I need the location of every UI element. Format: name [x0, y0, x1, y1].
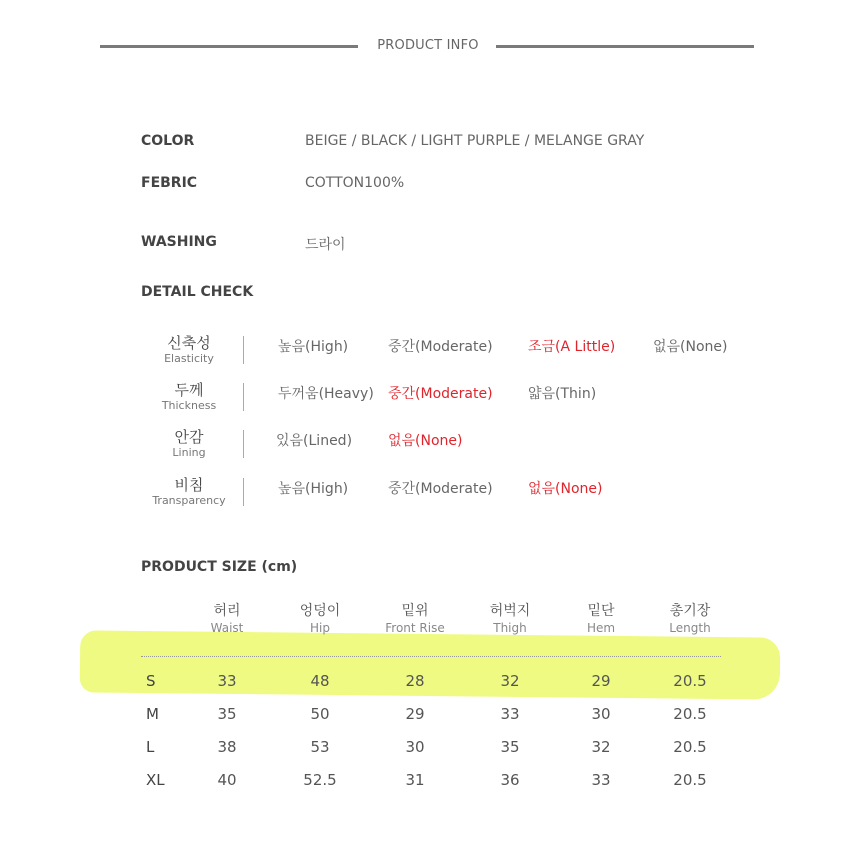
size-column-header — [270, 602, 370, 636]
detail-divider — [243, 478, 244, 506]
size-cell: 29 — [405, 705, 425, 723]
size-cell: 20.5 — [673, 738, 707, 756]
detail-option: 얇음(Thin) — [528, 386, 597, 402]
size-cell: 20.5 — [673, 705, 707, 723]
detail-divider — [243, 383, 244, 411]
detail-option-selected: 중간(Moderate) — [388, 386, 493, 402]
size-cell: 40 — [217, 771, 237, 789]
detail-option-selected: 없음(None) — [388, 433, 463, 449]
detail-name — [140, 334, 238, 366]
size-column-en: Thigh — [493, 621, 527, 635]
detail-name-en: Thickness — [161, 399, 217, 412]
size-column-en: Length — [669, 621, 711, 635]
size-column-en: Front Rise — [385, 621, 445, 635]
size-column-header — [460, 602, 560, 636]
detail-name-ko: 비침 — [174, 476, 204, 494]
detail-name — [140, 428, 238, 460]
detail-option: 두꺼움(Heavy) — [278, 386, 374, 402]
size-column-header — [365, 602, 465, 636]
detail-name-en: Transparency — [152, 494, 226, 507]
fabric-label: FEBRIC — [141, 175, 198, 191]
size-cell: 31 — [405, 771, 425, 789]
detail-name-ko: 안감 — [174, 428, 204, 446]
color-label: COLOR — [141, 133, 195, 149]
size-column-header — [640, 602, 740, 636]
size-cell: 30 — [591, 705, 611, 723]
header-divider — [141, 656, 721, 657]
size-column-en: Waist — [210, 621, 244, 635]
size-cell: 35 — [500, 738, 520, 756]
size-column-ko: 밑위 — [401, 603, 429, 619]
washing-label: WASHING — [141, 234, 217, 250]
detail-option: 높음(High) — [278, 481, 349, 497]
size-cell: 30 — [405, 738, 425, 756]
detail-divider — [243, 430, 244, 458]
size-cell: 28 — [405, 672, 425, 690]
size-table-title: PRODUCT SIZE (cm) — [141, 559, 298, 575]
size-cell: 35 — [217, 705, 237, 723]
detail-option: 중간(Moderate) — [388, 481, 493, 497]
detail-option: 없음(None) — [653, 339, 728, 355]
size-label: XL — [146, 771, 165, 789]
color-value: BEIGE / BLACK / LIGHT PURPLE / MELANGE GRAY — [305, 133, 645, 149]
washing-value: 드라이 — [305, 237, 346, 253]
detail-divider — [243, 336, 244, 364]
detail-option: 있음(Lined) — [276, 433, 353, 449]
size-column-ko: 총기장 — [669, 603, 711, 619]
size-row-s — [0, 672, 856, 694]
size-row-xl — [0, 771, 856, 793]
detail-option-selected: 조금(A Little) — [528, 339, 616, 355]
size-cell: 20.5 — [673, 771, 707, 789]
size-cell: 32 — [591, 738, 611, 756]
detail-option: 중간(Moderate) — [388, 339, 493, 355]
size-cell: 48 — [310, 672, 330, 690]
page-title: PRODUCT INFO — [377, 38, 479, 53]
size-cell: 29 — [591, 672, 611, 690]
fabric-value: COTTON100% — [305, 175, 405, 191]
size-cell: 36 — [500, 771, 520, 789]
detail-check-title: DETAIL CHECK — [141, 284, 254, 300]
size-cell: 33 — [217, 672, 237, 690]
size-column-header — [551, 602, 651, 636]
size-column-ko: 허리 — [213, 603, 241, 619]
size-column-header — [177, 602, 277, 636]
size-label: L — [146, 738, 155, 756]
size-label: M — [146, 705, 159, 723]
size-column-ko: 엉덩이 — [299, 603, 341, 619]
header-line-right — [496, 45, 754, 48]
size-column-ko: 허벅지 — [489, 603, 531, 619]
size-column-ko: 밑단 — [587, 603, 615, 619]
detail-option: 높음(High) — [278, 339, 349, 355]
size-cell: 53 — [310, 738, 330, 756]
size-cell: 38 — [217, 738, 237, 756]
detail-name-en: Elasticity — [164, 352, 214, 365]
detail-option-selected: 없음(None) — [528, 481, 603, 497]
size-row-m — [0, 705, 856, 727]
detail-name — [140, 476, 238, 508]
size-cell: 50 — [310, 705, 330, 723]
size-cell: 20.5 — [673, 672, 707, 690]
size-label: S — [146, 672, 156, 690]
size-cell: 32 — [500, 672, 520, 690]
detail-name-ko: 신축성 — [167, 334, 211, 352]
size-cell: 33 — [500, 705, 520, 723]
detail-name-en: Lining — [172, 446, 206, 459]
size-cell: 52.5 — [303, 771, 337, 789]
detail-name-ko: 두께 — [174, 381, 204, 399]
size-column-en: Hem — [586, 621, 616, 635]
size-column-en: Hip — [310, 621, 330, 635]
size-cell: 33 — [591, 771, 611, 789]
detail-name — [140, 381, 238, 413]
size-row-l — [0, 738, 856, 760]
